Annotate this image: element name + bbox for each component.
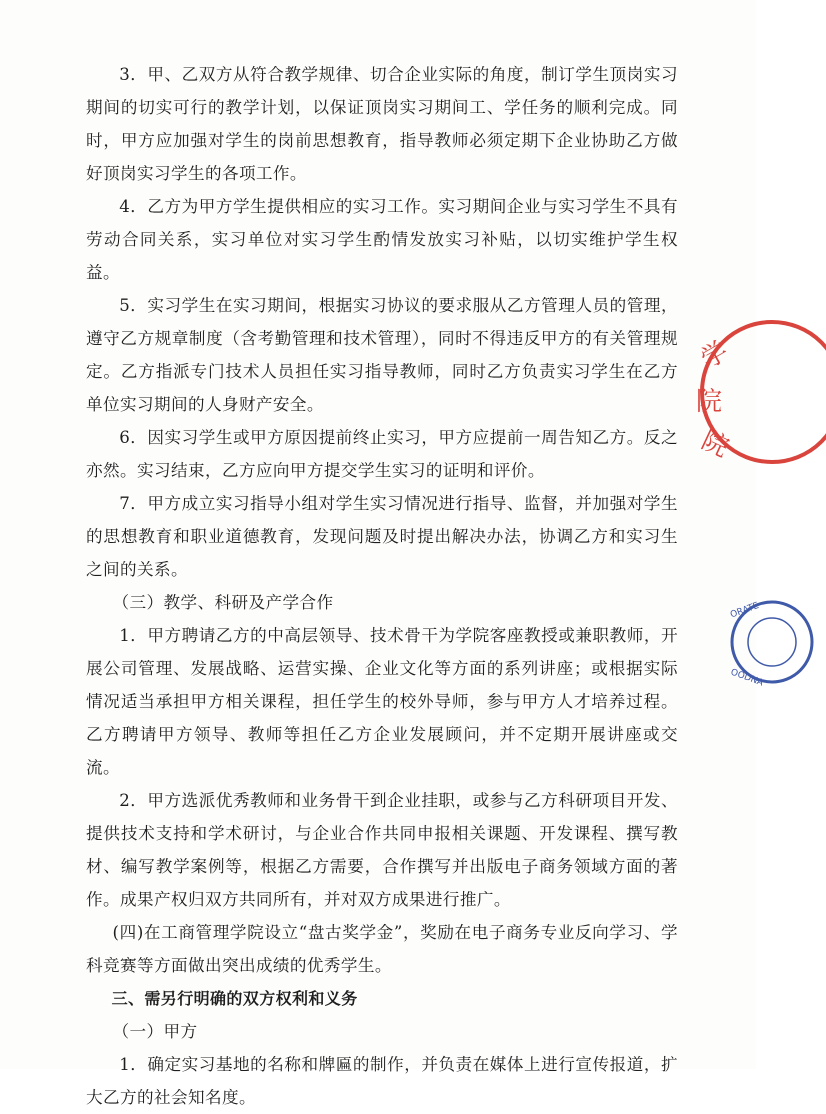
- blue-seal-inner-ring: [748, 618, 796, 666]
- blue-seal-bottom-text: OODNA: [729, 667, 765, 689]
- paragraph-3: 3．甲、乙双方从符合教学规律、切合企业实际的角度，制订学生顶岗实习期间的切实可行的教学计划，以保证顶岗实习期间工、学任务的顺利完成。同时，甲方应加强对学生的岗前思想教育，指导教师必须定期下企业协助乙方做好顶岗实习学生的各项工作。: [86, 65, 678, 183]
- paragraph-4: 4．乙方为甲方学生提供相应的实习工作。实习期间企业与实习学生不具有劳动合同关系，实习单位对实习学生酌情发放实习补贴，以切实维护学生权益。: [86, 197, 678, 282]
- paragraph-party-a-1: 1．确定实习基地的名称和牌匾的制作，并负责在媒体上进行宣传报道，扩大乙方的社会知名度。: [86, 1055, 678, 1107]
- paragraph-6: 6．因实习学生或甲方原因提前终止实习，甲方应提前一周告知乙方。反之亦然。实习结束，乙方应向甲方提交学生实习的证明和评价。: [86, 428, 678, 480]
- paragraph-scholarship: (四)在工商管理学院设立“盘古奖学金”，奖励在电子商务专业反向学习、学科竞赛等方面做出突出成绩的优秀学生。: [86, 923, 678, 975]
- red-seal-char: 院: [696, 387, 723, 417]
- blue-seal-top-text: ORATE: [729, 600, 761, 621]
- blue-seal-stamp: [724, 597, 814, 687]
- paragraph-7: 7．甲方成立实习指导小组对学生实习情况进行指导、监督，并加强对学生的思想教育和职业道德教育，发现问题及时提出解决办法，协调乙方和实习生之间的关系。: [86, 494, 678, 579]
- section-heading-party-a: （一）甲方: [112, 1022, 198, 1041]
- red-seal-char: 院: [696, 425, 734, 464]
- section-heading-3: （三）教学、科研及产学合作: [112, 593, 334, 612]
- red-seal-stamp: [694, 312, 826, 472]
- paragraph-5: 5．实习学生在实习期间，根据实习协议的要求服从乙方管理人员的管理，遵守乙方规章制度（含考勤管理和技术管理），同时不得违反甲方的有关管理规定。乙方指派专门技术人员担任实习指导教师，同时乙方负责实习学生在乙方单位实习期间的人身财产安全。: [86, 296, 678, 414]
- paragraph-cooperation-2: 2．甲方选派优秀教师和业务骨干到企业挂职，或参与乙方科研项目开发、提供技术支持和学术研讨，与企业合作共同申报相关课题、开发课程、撰写教材、编写教学案例等，根据乙方需要，合作撰写并出版电子商务领域方面的著作。成果产权归双方共同所有，并对双方成果进行推广。: [86, 791, 678, 909]
- document-body: [86, 58, 678, 1114]
- red-seal-char: 学: [696, 336, 734, 375]
- paragraph-cooperation-1: 1．甲方聘请乙方的中高层领导、技术骨干为学院客座教授或兼职教师，开展公司管理、发展战略、运营实操、企业文化等方面的系列讲座；或根据实际情况适当承担甲方相关课程，担任学生的校外导师，参与甲方人才培养过程。乙方聘请甲方领导、教师等担任乙方企业发展顾问，并不定期开展讲座或交流。: [86, 626, 678, 777]
- chapter-heading-3: 三、需另行明确的双方权利和义务: [111, 989, 358, 1008]
